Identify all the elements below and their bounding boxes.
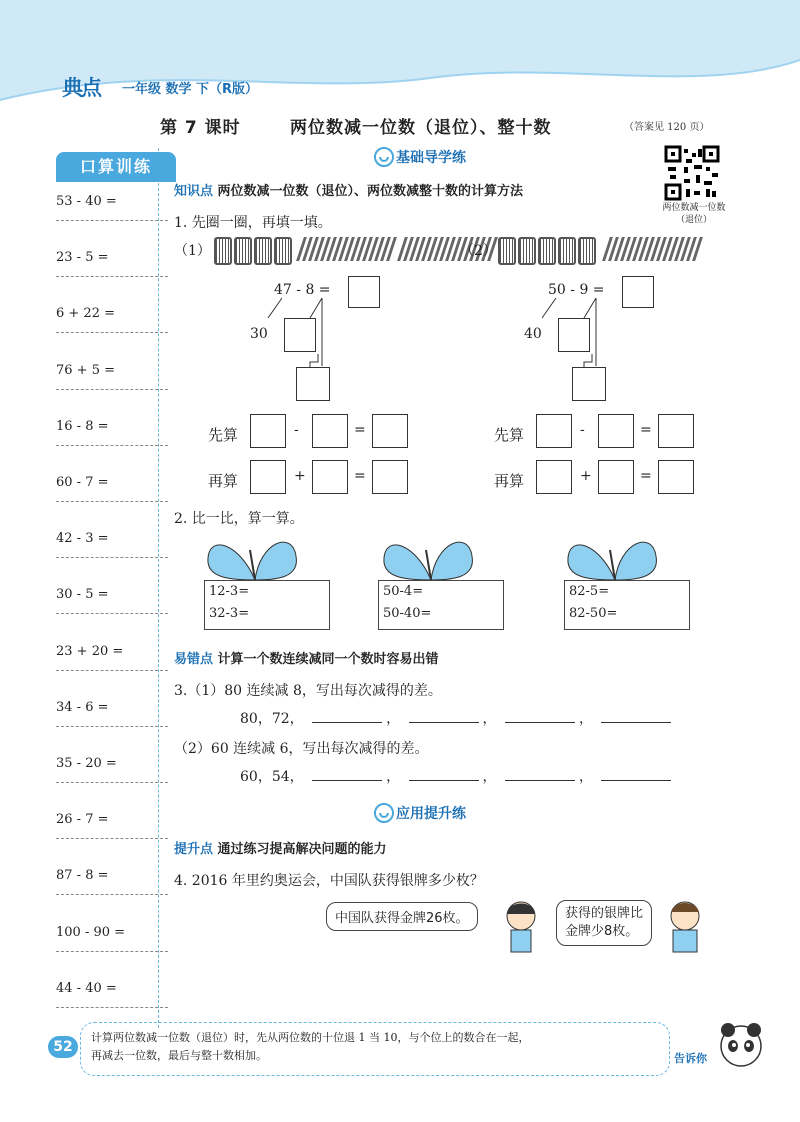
answer-line[interactable]	[56, 1007, 168, 1008]
sticks-50	[606, 237, 702, 261]
answer-blank[interactable]	[312, 766, 382, 781]
answer-box[interactable]	[296, 367, 330, 401]
card-expr: 50-4=	[383, 584, 424, 599]
answer-box[interactable]	[658, 414, 694, 448]
part-30: 30	[250, 326, 268, 342]
mental-math-expression: 35 - 20 =	[56, 756, 117, 771]
card-expr: 50-40=	[383, 606, 432, 621]
swirl-icon	[372, 146, 398, 168]
compare-card-3	[564, 580, 690, 630]
mental-math-expression: 42 - 3 =	[56, 531, 109, 547]
q3a-sequence: 80，72，	[240, 711, 304, 727]
answer-box[interactable]	[250, 414, 286, 448]
butterfly-icon	[200, 534, 310, 584]
mental-math-heading: 口算训练	[56, 152, 176, 182]
bubble-line: 获得的银牌比	[565, 906, 644, 921]
knowledge-point-text: 两位数减一位数（退位）、两位数减整十数的计算方法	[217, 184, 524, 199]
op-plus: +	[294, 468, 306, 484]
expr-47-8: 47 - 8 =	[274, 282, 331, 298]
error-point-label: 易错点	[174, 652, 214, 667]
answer-box[interactable]	[250, 460, 286, 494]
op-equals: =	[640, 422, 652, 438]
answer-box[interactable]	[598, 460, 634, 494]
card-expr: 82-5=	[569, 584, 610, 599]
improve-point-label: 提升点	[174, 842, 214, 857]
answer-line[interactable]	[56, 838, 168, 839]
op-minus: -	[580, 422, 585, 438]
answer-line[interactable]	[56, 332, 168, 333]
mental-math-expression: 44 - 40 =	[56, 980, 117, 996]
answer-blank[interactable]	[505, 708, 575, 723]
answer-blank[interactable]	[601, 766, 671, 781]
op-equals: =	[354, 422, 366, 438]
comma: ，	[579, 769, 593, 785]
butterfly-icon	[376, 534, 486, 584]
answer-box[interactable]	[348, 276, 380, 308]
mental-math-item	[56, 921, 176, 952]
answer-note: （答案见 120 页）	[624, 122, 710, 133]
mental-math-item	[56, 752, 176, 783]
improve-point	[174, 838, 387, 857]
answer-line[interactable]	[56, 220, 168, 221]
swirl-icon	[372, 802, 398, 824]
first-label: 先算	[494, 426, 525, 444]
mental-math-item	[56, 415, 176, 446]
answer-line[interactable]	[56, 613, 168, 614]
mental-math-expression: 23 - 5 =	[56, 250, 109, 266]
expr-50-9: 50 - 9 =	[548, 282, 605, 298]
mental-math-item	[56, 471, 176, 502]
mental-math-expression: 30 - 5 =	[56, 587, 109, 603]
answer-line[interactable]	[56, 726, 168, 727]
op-minus: -	[294, 422, 299, 438]
answer-blank[interactable]	[409, 766, 479, 781]
answer-line[interactable]	[56, 557, 168, 558]
answer-box[interactable]	[536, 414, 572, 448]
banner-text: 基础导学练	[396, 150, 466, 166]
mental-math-item	[56, 359, 176, 390]
q3b-blanks	[240, 766, 675, 786]
page-number: 52	[48, 1036, 78, 1058]
butterfly-icon	[560, 534, 670, 584]
mental-math-item	[56, 696, 176, 727]
answer-box[interactable]	[312, 414, 348, 448]
tip-line: 计算两位数减一位数（退位）时，先从两位数的十位退 1 当 10，与个位上的数合在一起，	[91, 1031, 530, 1044]
part-2-label: （2）	[460, 243, 497, 259]
answer-box[interactable]	[312, 460, 348, 494]
answer-box[interactable]	[536, 460, 572, 494]
error-point-text: 计算一个数连续减同一个数时容易出错	[217, 652, 439, 667]
question-2: 2. 比一比，算一算。	[174, 511, 304, 527]
bundles-50	[498, 237, 598, 265]
mental-math-item	[56, 977, 176, 1008]
section-banner-apply	[372, 802, 522, 824]
op-equals: =	[640, 468, 652, 484]
compare-card-1	[204, 580, 330, 630]
mental-math-expression: 34 - 6 =	[56, 699, 109, 715]
answer-box[interactable]	[558, 318, 590, 352]
answer-line[interactable]	[56, 670, 168, 671]
mental-math-item	[56, 864, 176, 895]
mental-math-expression: 100 - 90 =	[56, 924, 126, 940]
part-1-label: （1）	[174, 243, 211, 259]
answer-blank[interactable]	[312, 708, 382, 723]
question-3a: 3.（1）80 连续减 8，写出每次减得的差。	[174, 683, 442, 699]
card-expr: 32-3=	[209, 606, 250, 621]
mental-math-item	[56, 527, 176, 558]
answer-blank[interactable]	[601, 708, 671, 723]
mascot-icon	[716, 1022, 766, 1074]
qr-code-icon[interactable]	[664, 145, 720, 201]
mental-math-expression: 26 - 7 =	[56, 812, 109, 828]
mental-math-item	[56, 190, 176, 221]
first-label: 先算	[208, 426, 239, 444]
error-point	[174, 648, 439, 667]
answer-line[interactable]	[56, 501, 168, 502]
answer-line[interactable]	[56, 389, 168, 390]
then-label: 再算	[494, 472, 525, 490]
q3a-blanks	[240, 708, 675, 728]
q3b-sequence: 60，54，	[240, 769, 304, 785]
compare-card-2	[378, 580, 504, 630]
answer-line[interactable]	[56, 276, 168, 277]
mental-math-expression: 87 - 8 =	[56, 868, 109, 884]
lesson-number: 第 7 课时	[160, 118, 241, 138]
part-40: 40	[524, 326, 542, 342]
question-3b: （2）60 连续减 6，写出每次减得的差。	[174, 741, 429, 757]
comma: ，	[386, 769, 401, 785]
mental-math-expression: 6 + 22 =	[56, 306, 115, 322]
girl-icon	[496, 898, 546, 954]
op-equals: =	[354, 468, 366, 484]
comma: ，	[482, 769, 497, 785]
knowledge-point	[174, 180, 523, 199]
question-4: 4. 2016 年里约奥运会，中国队获得银牌多少枚？	[174, 873, 484, 889]
speech-bubble-boy	[556, 900, 652, 946]
mental-math-expression: 53 - 40 =	[56, 194, 117, 209]
then-label: 再算	[208, 472, 239, 490]
grade-label: 一年级 数学 下（R版）	[122, 82, 259, 97]
answer-box[interactable]	[658, 460, 694, 494]
banner-text: 应用提升练	[396, 806, 466, 822]
section-banner-basic	[372, 146, 522, 168]
op-plus: +	[580, 468, 592, 484]
speech-bubble-girl: 中国队获得金牌26枚。	[326, 902, 478, 931]
comma: ，	[482, 711, 497, 727]
tip-tag: 告诉你	[674, 1052, 707, 1065]
improve-point-text: 通过练习提高解决问题的能力	[217, 842, 387, 857]
answer-box[interactable]	[372, 414, 408, 448]
bundles-47	[214, 237, 294, 265]
mental-math-expression: 16 - 8 =	[56, 418, 109, 434]
answer-box[interactable]	[572, 367, 606, 401]
answer-box[interactable]	[284, 318, 316, 352]
qr-caption: 两位数减一位数（退位）	[662, 203, 726, 225]
answer-line[interactable]	[56, 445, 168, 446]
answer-line[interactable]	[56, 894, 168, 895]
tip-box	[80, 1022, 670, 1076]
mental-math-item	[56, 302, 176, 333]
comma: ，	[386, 711, 401, 727]
answer-box[interactable]	[622, 276, 654, 308]
brand-logo: 典点	[62, 76, 100, 100]
card-expr: 82-50=	[569, 606, 618, 621]
mental-math-expression: 76 + 5 =	[56, 362, 115, 378]
mental-math-expression: 23 + 20 =	[56, 643, 124, 659]
comma: ，	[579, 711, 593, 727]
lesson-title: 两位数减一位数（退位）、整十数	[290, 118, 552, 138]
answer-box[interactable]	[372, 460, 408, 494]
answer-box[interactable]	[598, 414, 634, 448]
mental-math-item	[56, 246, 176, 277]
answer-blank[interactable]	[409, 708, 479, 723]
knowledge-point-label: 知识点	[174, 184, 214, 199]
card-expr: 12-3=	[209, 584, 250, 599]
answer-blank[interactable]	[505, 766, 575, 781]
header-background	[0, 0, 800, 110]
mental-math-item	[56, 640, 176, 671]
mental-math-item	[56, 808, 176, 839]
answer-line[interactable]	[56, 782, 168, 783]
mental-math-item	[56, 583, 176, 614]
question-1: 1. 先圈一圈，再填一填。	[174, 215, 332, 231]
mental-math-expression: 60 - 7 =	[56, 475, 109, 490]
tip-line: 再减去一位数，最后与整十数相加。	[91, 1049, 267, 1062]
boy-icon	[660, 896, 710, 954]
answer-line[interactable]	[56, 951, 168, 952]
bubble-line: 金牌少8枚。	[565, 924, 639, 939]
